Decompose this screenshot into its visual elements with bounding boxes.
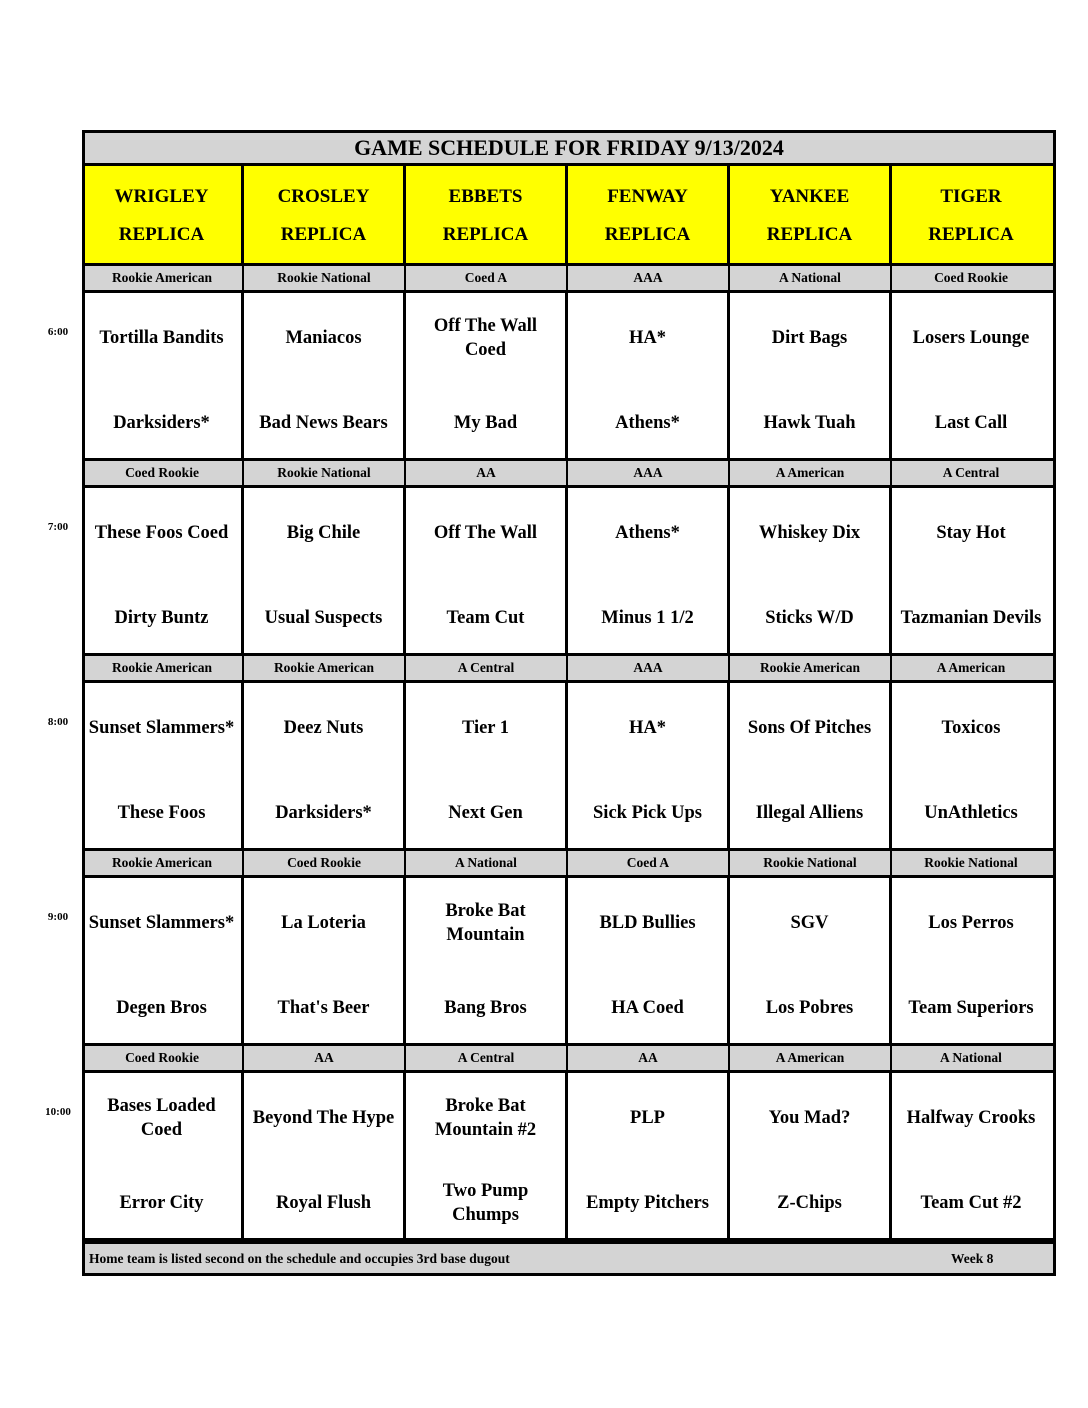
division-row — [82, 461, 1056, 485]
field-name: YANKEE — [769, 185, 850, 207]
division-label: Rookie National — [924, 855, 1018, 870]
home-team: Degen Bros — [116, 998, 207, 1018]
game-row — [82, 1070, 1056, 1241]
field-name: WRIGLEY — [114, 185, 209, 207]
home-team: Team Superiors — [908, 998, 1034, 1018]
away-team: Whiskey Dix — [758, 523, 861, 543]
division-label: AAA — [568, 266, 730, 290]
field-name: FENWAY — [607, 185, 688, 207]
away-team: Off The Wall Coed — [433, 316, 538, 360]
game-cell — [406, 683, 568, 848]
field-header-wrigley — [82, 166, 244, 263]
division-label: A American — [936, 660, 1006, 675]
division-label: AA — [568, 1046, 730, 1070]
field-subtitle: REPLICA — [280, 223, 367, 245]
division-label: A Central — [942, 465, 1000, 480]
division-row — [82, 656, 1056, 680]
game-cell — [244, 488, 406, 653]
game-cell — [82, 683, 244, 848]
division-label: A National — [406, 851, 568, 875]
away-team: Tier 1 — [461, 718, 510, 738]
away-team: Maniacos — [285, 328, 362, 348]
time-label: 9:00 — [47, 911, 69, 923]
away-team: Beyond The Hype — [252, 1108, 395, 1128]
away-team: PLP — [630, 1108, 665, 1128]
division-label: A Central — [406, 1046, 568, 1070]
game-cell — [244, 878, 406, 1043]
field-header-row — [82, 166, 1056, 266]
home-team: Empty Pitchers — [586, 1193, 709, 1213]
game-cell — [244, 293, 406, 458]
page-title: GAME SCHEDULE FOR FRIDAY 9/13/2024 — [354, 135, 784, 160]
division-row — [82, 1046, 1056, 1070]
away-team: Stay Hot — [936, 523, 1006, 543]
game-cell — [730, 683, 892, 848]
away-team: Athens* — [615, 523, 680, 543]
division-label: A American — [730, 1046, 892, 1070]
away-team: Off The Wall — [433, 523, 538, 543]
home-team: Bang Bros — [444, 998, 527, 1018]
away-team: La Loteria — [281, 913, 366, 933]
division-label: A Central — [406, 656, 568, 680]
game-cell — [730, 1073, 892, 1238]
home-team: Team Cut — [446, 608, 525, 628]
field-name: EBBETS — [448, 185, 523, 207]
away-team: Bases Loaded Coed — [107, 1096, 216, 1140]
field-name: TIGER — [940, 185, 1002, 207]
home-team: That's Beer — [277, 998, 370, 1018]
away-team: HA* — [629, 718, 666, 738]
home-team: These Foos — [117, 803, 206, 823]
game-cell — [244, 683, 406, 848]
home-team: Dirty Buntz — [114, 608, 209, 628]
game-cell — [406, 1073, 568, 1238]
field-header-crosley — [244, 166, 406, 263]
away-team: Tortilla Bandits — [99, 328, 224, 348]
home-team: Darksiders* — [275, 803, 372, 823]
footer-note: Home team is listed second on the schedule and occupies 3rd base dugout — [89, 1250, 510, 1266]
division-label: A American — [730, 461, 892, 485]
division-label: Coed A — [568, 851, 730, 875]
division-label: AA — [244, 1046, 406, 1070]
home-team: Sick Pick Ups — [593, 803, 702, 823]
home-team: Two Pump Chumps — [442, 1181, 529, 1225]
away-team: Toxicos — [941, 718, 1001, 738]
away-team: Broke Bat Mountain #2 — [434, 1096, 537, 1140]
away-team: HA* — [629, 328, 666, 348]
away-team: BLD Bullies — [599, 913, 696, 933]
game-cell — [730, 878, 892, 1043]
home-team: Los Pobres — [765, 998, 854, 1018]
away-team: Dirt Bags — [771, 328, 848, 348]
time-label: 6:00 — [47, 326, 69, 338]
home-team: Illegal Alliens — [755, 803, 864, 823]
game-cell — [568, 488, 730, 653]
home-team: Royal Flush — [275, 1193, 372, 1213]
game-cell — [82, 878, 244, 1043]
division-label: A National — [730, 266, 892, 290]
home-team: Z-Chips — [777, 1193, 842, 1213]
field-subtitle: REPLICA — [604, 223, 691, 245]
division-label: Coed Rookie — [244, 851, 406, 875]
division-label: Rookie American — [82, 266, 244, 290]
away-team: SGV — [790, 913, 829, 933]
division-label: Rookie American — [730, 656, 892, 680]
division-label: Coed Rookie — [82, 1046, 244, 1070]
home-team: Hawk Tuah — [763, 413, 856, 433]
game-cell — [568, 293, 730, 458]
field-subtitle: REPLICA — [442, 223, 529, 245]
away-team: These Foos Coed — [94, 523, 229, 543]
game-row — [82, 680, 1056, 851]
field-header-tiger — [892, 166, 1050, 263]
home-team: Error City — [119, 1193, 204, 1213]
game-cell — [406, 878, 568, 1043]
division-label: AAA — [568, 461, 730, 485]
home-team: Team Cut #2 — [920, 1193, 1022, 1213]
field-subtitle: REPLICA — [766, 223, 853, 245]
home-team: Next Gen — [448, 803, 523, 823]
home-team: Minus 1 1/2 — [601, 608, 694, 628]
game-row — [82, 290, 1056, 461]
away-team: Sons Of Pitches — [747, 718, 872, 738]
home-team: My Bad — [453, 413, 518, 433]
week-label: Week 8 — [951, 1250, 994, 1266]
division-label: Rookie National — [244, 461, 406, 485]
game-cell — [82, 293, 244, 458]
schedule-table — [82, 130, 1056, 1276]
away-team: You Mad? — [768, 1108, 851, 1128]
game-cell — [730, 293, 892, 458]
game-cell — [892, 878, 1050, 1043]
away-team: Broke Bat Mountain — [445, 901, 526, 945]
away-team: Deez Nuts — [283, 718, 364, 738]
division-label: Rookie American — [82, 851, 244, 875]
game-cell — [730, 488, 892, 653]
game-cell — [892, 488, 1050, 653]
division-label: AA — [406, 461, 568, 485]
division-label: Rookie American — [244, 656, 406, 680]
game-cell — [82, 1073, 244, 1238]
division-row — [82, 266, 1056, 290]
footer-bar — [82, 1241, 1056, 1276]
game-cell — [244, 1073, 406, 1238]
field-subtitle: REPLICA — [928, 223, 1014, 245]
home-team: Usual Suspects — [264, 608, 383, 628]
field-header-ebbets — [406, 166, 568, 263]
division-label: Rookie National — [730, 851, 892, 875]
away-team: Sunset Slammers* — [88, 718, 235, 738]
title-bar — [82, 130, 1056, 166]
time-label: 8:00 — [47, 716, 69, 728]
field-name: CROSLEY — [277, 185, 370, 207]
game-row — [82, 485, 1056, 656]
division-label: Coed Rookie — [82, 461, 244, 485]
game-cell — [892, 1073, 1050, 1238]
game-cell — [568, 683, 730, 848]
game-cell — [892, 683, 1050, 848]
field-header-yankee — [730, 166, 892, 263]
away-team: Losers Lounge — [912, 328, 1030, 348]
division-label: AAA — [568, 656, 730, 680]
division-label: Coed A — [406, 266, 568, 290]
home-team: Last Call — [934, 413, 1008, 433]
game-row — [82, 875, 1056, 1046]
division-label: A National — [940, 1050, 1002, 1065]
field-header-fenway — [568, 166, 730, 263]
division-label: Coed Rookie — [934, 270, 1008, 285]
time-label: 7:00 — [47, 521, 69, 533]
home-team: Bad News Bears — [259, 413, 388, 433]
away-team: Los Perros — [928, 913, 1014, 933]
game-cell — [406, 488, 568, 653]
game-cell — [892, 293, 1050, 458]
game-cell — [568, 878, 730, 1043]
home-team: Athens* — [615, 413, 680, 433]
division-row — [82, 851, 1056, 875]
time-label: 10:00 — [45, 1106, 71, 1118]
field-subtitle: REPLICA — [118, 223, 205, 245]
home-team: Darksiders* — [113, 413, 210, 433]
away-team: Halfway Crooks — [906, 1108, 1036, 1128]
home-team: HA Coed — [611, 998, 684, 1018]
division-label: Rookie American — [82, 656, 244, 680]
away-team: Sunset Slammers* — [88, 913, 235, 933]
division-label: Rookie National — [244, 266, 406, 290]
away-team: Big Chile — [286, 523, 361, 543]
home-team: Tazmanian Devils — [900, 608, 1042, 628]
game-cell — [406, 293, 568, 458]
game-cell — [568, 1073, 730, 1238]
home-team: UnAthletics — [924, 803, 1018, 823]
home-team: Sticks W/D — [765, 608, 854, 628]
game-cell — [82, 488, 244, 653]
